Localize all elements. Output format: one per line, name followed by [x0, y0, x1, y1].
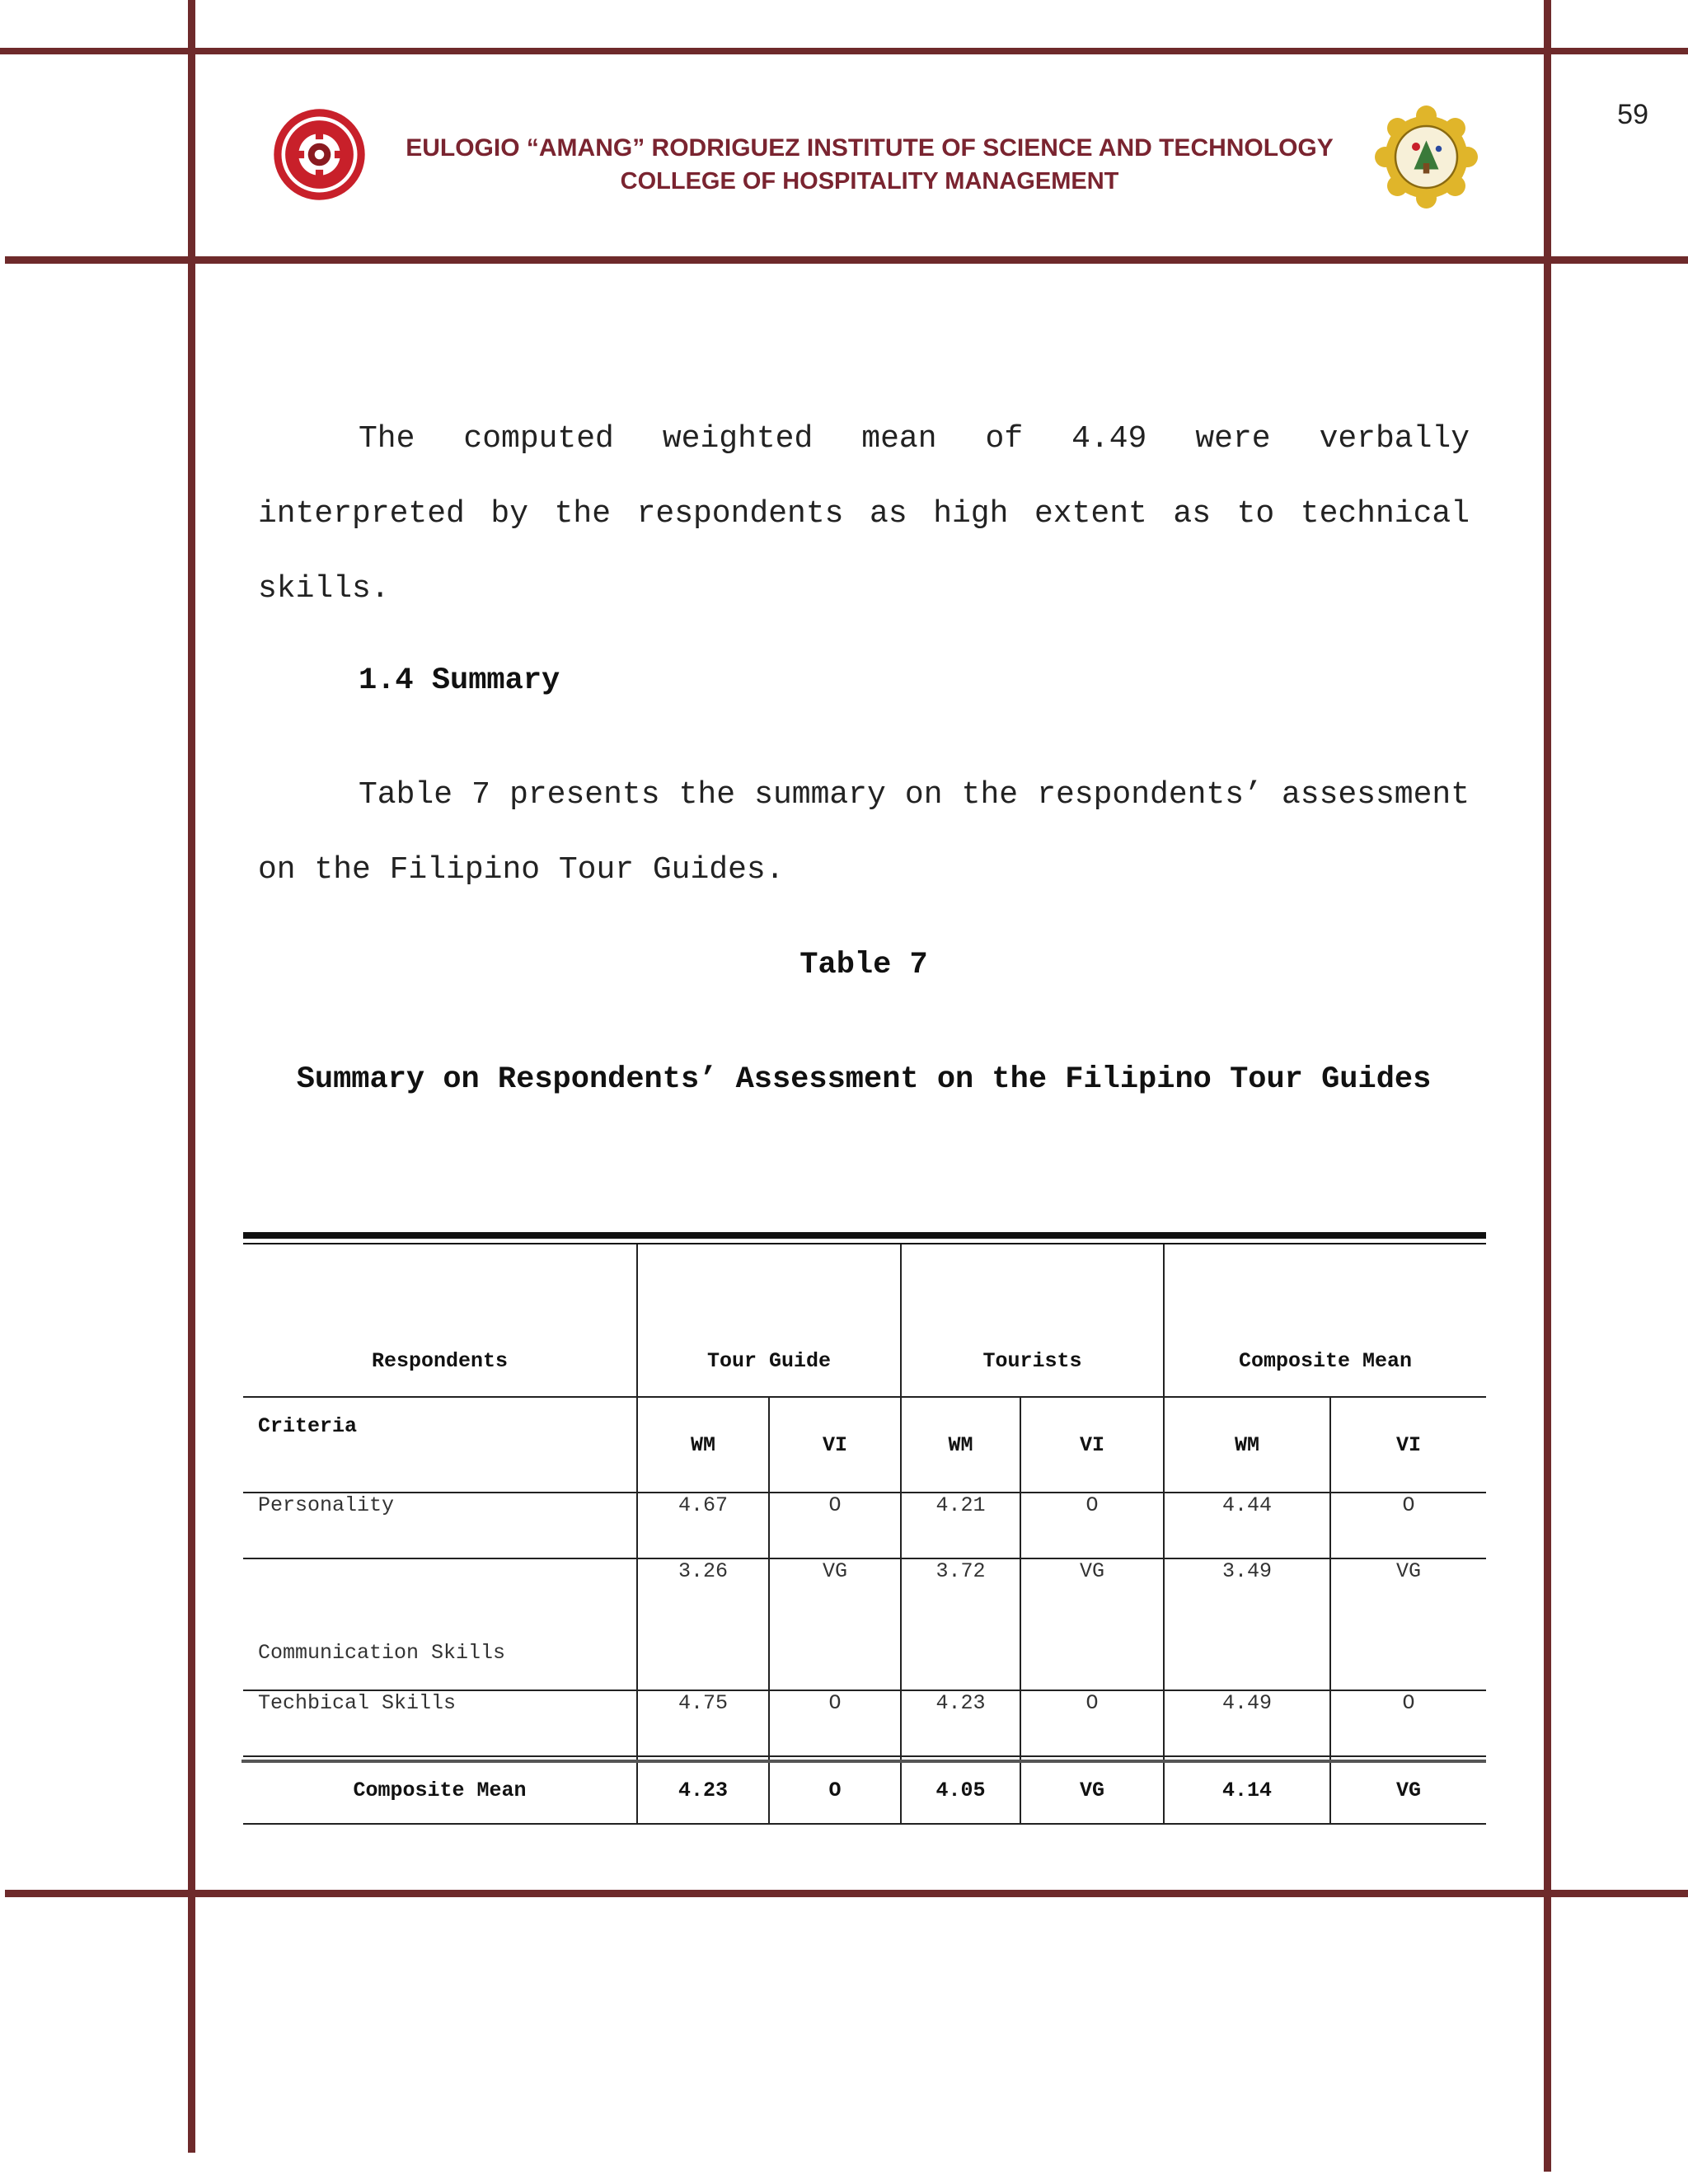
- table-caption: Summary on Respondents’ Assessment on the Filipino Tour Guides: [296, 1062, 1432, 1097]
- frame-top-horizontal-line: [0, 48, 1688, 54]
- table-row: [243, 1493, 1486, 1558]
- total-cell: VG: [1330, 1756, 1486, 1824]
- frame-footer-line: [5, 1890, 1688, 1897]
- table-cell: O: [1020, 1690, 1164, 1756]
- paragraph-1-text: The computed weighted mean of 4.49 were verbally interpreted by the respondents as high extent as to technical skills.: [258, 421, 1470, 607]
- table-cell: 4.44: [1164, 1493, 1330, 1558]
- table-cell: VG: [769, 1558, 901, 1690]
- table-cell: O: [1020, 1493, 1164, 1558]
- frame-left-vertical-line: [188, 0, 195, 2153]
- table-cell: 4.21: [901, 1493, 1020, 1558]
- total-cell: 4.23: [637, 1756, 769, 1824]
- row-criteria: Communication Skills: [243, 1558, 637, 1690]
- table-cell: O: [1330, 1493, 1486, 1558]
- college-name: COLLEGE OF HOSPITALITY MANAGEMENT: [620, 168, 1119, 194]
- table-cell: O: [1330, 1690, 1486, 1756]
- total-label: Composite Mean: [243, 1756, 637, 1824]
- frame-right-vertical-line: [1544, 0, 1551, 2172]
- header-institution-block: [363, 132, 1376, 198]
- table-row: [243, 1558, 1486, 1690]
- subheader-cell: VI: [769, 1397, 901, 1493]
- table-top-thick-rule: [243, 1232, 1486, 1239]
- total-cell: O: [769, 1756, 901, 1824]
- table-cell: 4.67: [637, 1493, 769, 1558]
- paragraph-technical-skills: [258, 401, 1470, 626]
- row-criteria: Techbical Skills: [243, 1690, 637, 1756]
- section-heading: 1.4 Summary: [359, 663, 560, 698]
- table-cell: 4.23: [901, 1690, 1020, 1756]
- header-composite-mean: Composite Mean: [1164, 1244, 1486, 1397]
- table-bottom-rule: [241, 1760, 1486, 1763]
- subheader-cell: WM: [901, 1397, 1020, 1493]
- total-cell: VG: [1020, 1756, 1164, 1824]
- page-number: 59: [1617, 99, 1648, 130]
- table-cell: VG: [1020, 1558, 1164, 1690]
- table-label: Table 7: [799, 948, 928, 982]
- table-cell: 3.72: [901, 1558, 1020, 1690]
- table-row: [243, 1690, 1486, 1756]
- subheader-cell: VI: [1330, 1397, 1486, 1493]
- header-respondents: Respondents: [243, 1244, 637, 1397]
- table-cell: O: [769, 1493, 901, 1558]
- table-subheader-row: [243, 1397, 1486, 1493]
- frame-header-bottom-line: [5, 256, 1688, 264]
- table-cell: 4.49: [1164, 1690, 1330, 1756]
- table-cell: 4.75: [637, 1690, 769, 1756]
- total-cell: 4.14: [1164, 1756, 1330, 1824]
- college-seal-icon: [1375, 105, 1478, 209]
- table-cell: 3.26: [637, 1558, 769, 1690]
- header-tourists: Tourists: [901, 1244, 1164, 1397]
- header-tour-guide: Tour Guide: [637, 1244, 901, 1397]
- table-cell: O: [769, 1690, 901, 1756]
- institution-name: EULOGIO “AMANG” RODRIGUEZ INSTITUTE OF SCIENCE AND TECHNOLOGY: [406, 134, 1334, 162]
- table-cell: VG: [1330, 1558, 1486, 1690]
- row-criteria: Personality: [243, 1493, 637, 1558]
- table-total-row: [243, 1756, 1486, 1824]
- table-header-row: [243, 1244, 1486, 1397]
- paragraph-summary-intro: [258, 757, 1470, 907]
- summary-table: [243, 1244, 1486, 1825]
- subheader-cell: VI: [1020, 1397, 1164, 1493]
- header-criteria: Criteria: [243, 1397, 637, 1493]
- paragraph-2-text: Table 7 presents the summary on the respondents’ assessment on the Filipino Tour Guides.: [258, 777, 1470, 888]
- total-cell: 4.05: [901, 1756, 1020, 1824]
- table-cell: 3.49: [1164, 1558, 1330, 1690]
- subheader-cell: WM: [637, 1397, 769, 1493]
- institute-seal-icon: [272, 107, 367, 202]
- subheader-cell: WM: [1164, 1397, 1330, 1493]
